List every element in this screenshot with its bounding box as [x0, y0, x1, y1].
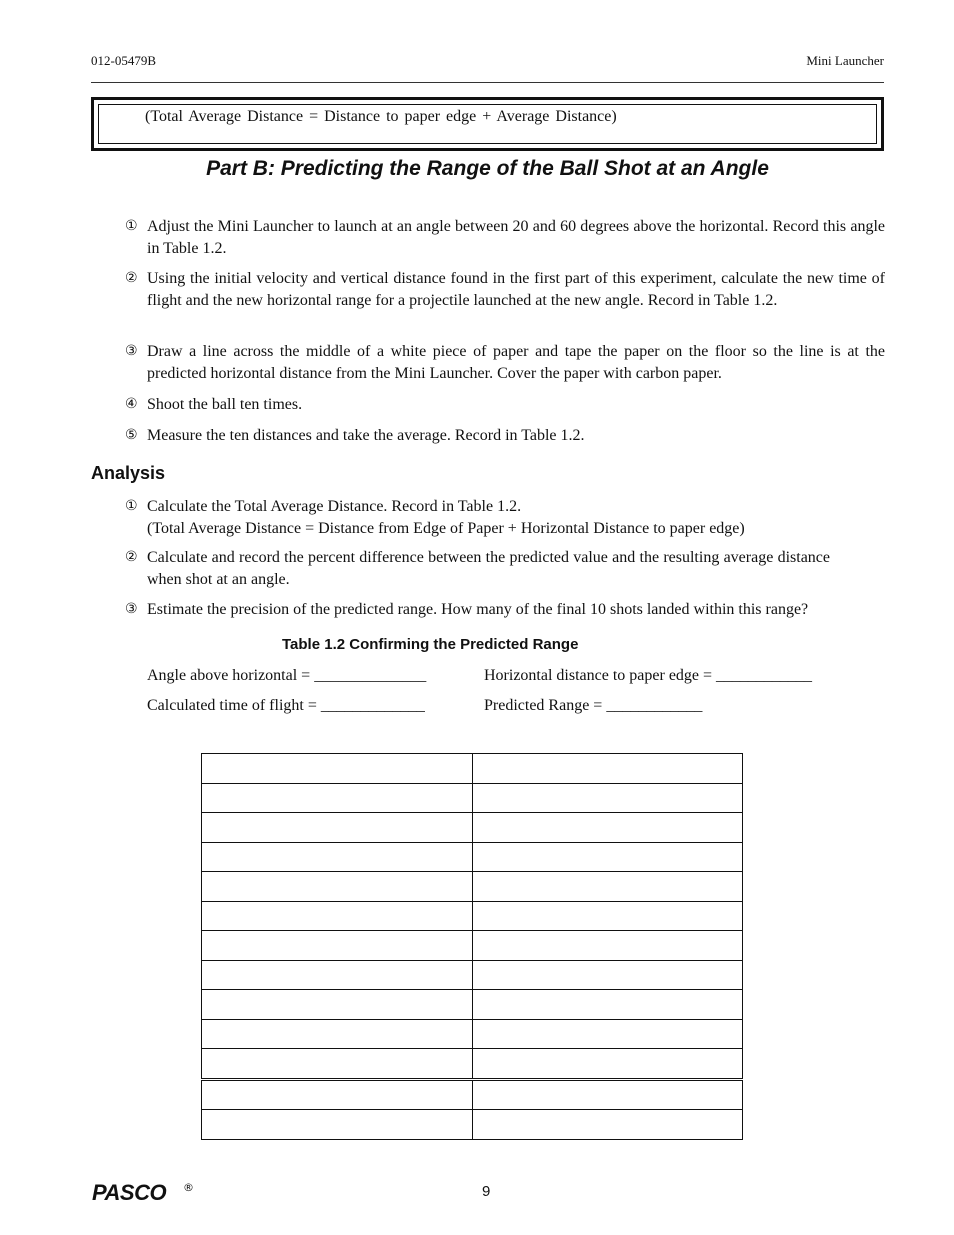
step-text: Measure the ten distances and take the average. Record in Table 1.2.	[147, 427, 585, 444]
table-row	[202, 1049, 743, 1080]
step-text: Estimate the precision of the predicted range. How many of the final 10 shots landed within this range?	[147, 601, 809, 618]
table-cell[interactable]	[472, 931, 743, 961]
distance-edge-field: Horizontal distance to paper edge = ____________	[484, 667, 813, 684]
table-row	[202, 842, 743, 872]
table-row	[202, 754, 743, 784]
step-number: ①	[125, 498, 138, 514]
analysis-step-2	[125, 547, 830, 590]
table-cell[interactable]	[472, 1079, 743, 1110]
table-cell[interactable]	[472, 960, 743, 990]
time-of-flight-field: Calculated time of flight = _____________	[147, 697, 425, 714]
table-cell[interactable]	[472, 783, 743, 813]
table-cell[interactable]	[202, 813, 473, 843]
table-row	[202, 1110, 743, 1140]
formula-box	[91, 97, 884, 151]
step-subtext: (Total Average Distance = Distance from Edge of Paper + Horizontal Distance to paper edge)	[147, 519, 745, 537]
part-b-step-2	[125, 268, 885, 311]
part-b-step-1	[125, 216, 885, 259]
table-row	[202, 813, 743, 843]
step-text: Adjust the Mini Launcher to launch at an angle between 20 and 60 degrees above the horizontal. Record this angle in Table 1.2.	[147, 218, 885, 257]
part-b-step-5	[125, 425, 885, 447]
step-number: ⑤	[125, 427, 138, 443]
table-row	[202, 990, 743, 1020]
table-cell[interactable]	[472, 813, 743, 843]
step-number: ③	[125, 343, 138, 359]
part-b-step-4	[125, 394, 885, 416]
page-number: 9	[482, 1183, 491, 1200]
step-number: ②	[125, 270, 138, 286]
analysis-step-1	[125, 496, 885, 539]
angle-field: Angle above horizontal = ______________	[147, 667, 427, 684]
table-row	[202, 1019, 743, 1049]
table-cell[interactable]	[472, 990, 743, 1020]
pasco-logo: PASCO	[92, 1180, 167, 1205]
registered-mark: ®	[183, 1181, 194, 1194]
table-cell[interactable]	[202, 842, 473, 872]
table-caption: Table 1.2 Confirming the Predicted Range	[282, 636, 579, 653]
table-cell[interactable]	[202, 1049, 473, 1080]
table-cell[interactable]	[202, 754, 473, 784]
table-row	[202, 960, 743, 990]
formula-text: (Total Average Distance = Distance to paper edge + Average Distance)	[145, 108, 617, 125]
table-cell[interactable]	[472, 901, 743, 931]
table-cell[interactable]	[202, 990, 473, 1020]
table-row	[202, 1079, 743, 1110]
table-cell[interactable]	[202, 783, 473, 813]
step-number: ④	[125, 396, 138, 412]
data-table	[201, 753, 743, 1140]
header-rule	[91, 82, 884, 83]
product-name: Mini Launcher	[806, 53, 884, 68]
table-cell[interactable]	[202, 872, 473, 902]
step-text: Calculate the Total Average Distance. Record in Table 1.2.	[147, 498, 522, 515]
step-text: Using the initial velocity and vertical distance found in the first part of this experiment, calculate the new time of flight and the new horizontal range for a projectile launched at the new angle. Record in Table 1.2.	[147, 270, 885, 309]
table-cell[interactable]	[472, 1049, 743, 1080]
analysis-heading: Analysis	[91, 463, 166, 483]
table-cell[interactable]	[472, 754, 743, 784]
table-cell[interactable]	[202, 1079, 473, 1110]
table-row	[202, 901, 743, 931]
table-row	[202, 931, 743, 961]
step-text: Draw a line across the middle of a white piece of paper and tape the paper on the floor so the line is at the predicted horizontal distance from the Mini Launcher. Cover the paper with carbon paper.	[147, 343, 885, 382]
section-title: Part B: Predicting the Range of the Ball Shot at an Angle	[206, 157, 769, 180]
table-cell[interactable]	[472, 1019, 743, 1049]
table-cell[interactable]	[472, 842, 743, 872]
step-number: ①	[125, 218, 138, 234]
table-cell[interactable]	[472, 872, 743, 902]
table-cell[interactable]	[202, 1110, 473, 1140]
table-cell[interactable]	[202, 1019, 473, 1049]
step-number: ②	[125, 549, 138, 565]
table-cell[interactable]	[202, 960, 473, 990]
predicted-range-field: Predicted Range = ____________	[484, 697, 703, 714]
step-number: ③	[125, 601, 138, 617]
step-text: Calculate and record the percent difference between the predicted value and the resulting average distance when shot at an angle.	[147, 549, 830, 588]
part-b-step-3	[125, 341, 885, 384]
table-cell[interactable]	[202, 901, 473, 931]
table-cell[interactable]	[202, 931, 473, 961]
analysis-step-3	[125, 599, 885, 621]
step-text: Shoot the ball ten times.	[147, 396, 303, 413]
table-cell[interactable]	[472, 1110, 743, 1140]
table-row	[202, 783, 743, 813]
table-row	[202, 872, 743, 902]
document-code: 012-05479B	[91, 53, 156, 68]
